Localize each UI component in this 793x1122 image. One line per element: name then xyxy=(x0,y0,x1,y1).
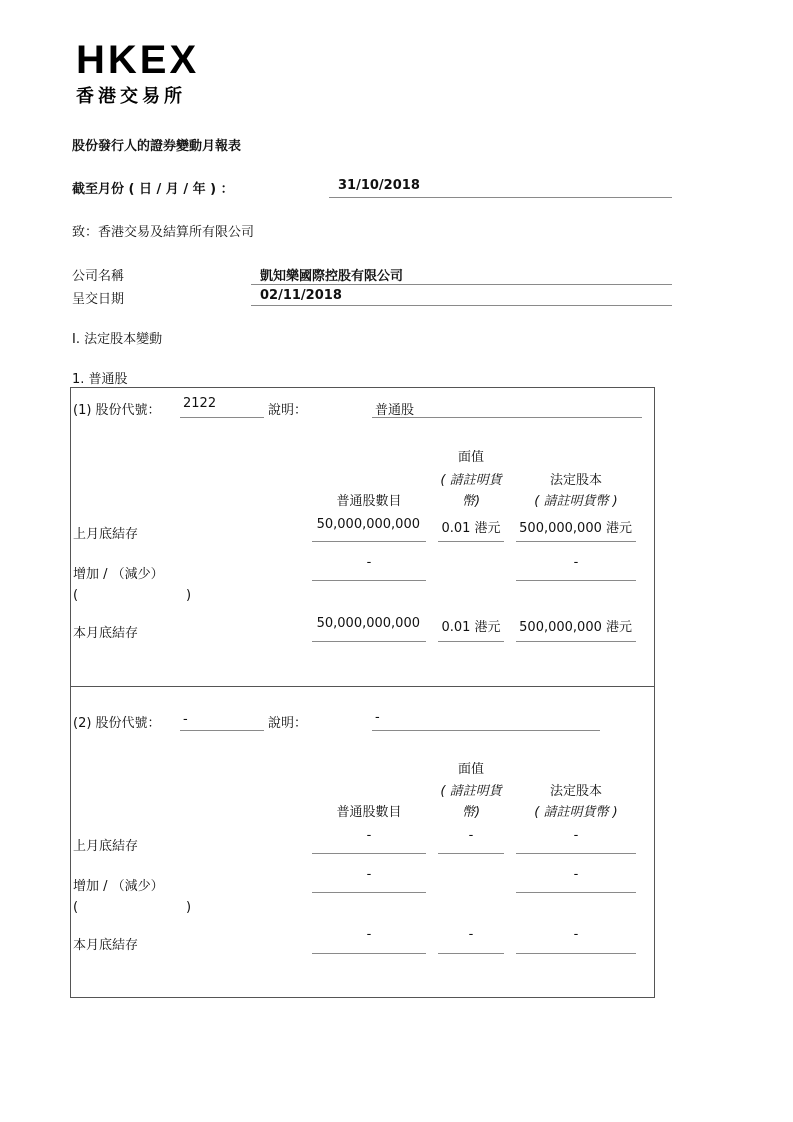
authorised-capital-header: 法定股本 xyxy=(549,473,602,488)
description-label: 說明： xyxy=(268,716,308,731)
form-title: 股份發行人的證券變動月報表 xyxy=(72,139,242,154)
underline xyxy=(312,641,426,642)
balance-prev-month-label: 上月底結存 xyxy=(73,527,139,542)
paren-open: ( xyxy=(73,588,79,603)
underline xyxy=(438,541,504,542)
balance-end-authorised-capital: 500,000,000 港元 xyxy=(519,620,632,635)
stock-code-underline xyxy=(180,730,264,731)
balance-end-par-value: - xyxy=(468,927,474,942)
period-value: 31/10/2018 xyxy=(338,178,420,193)
underline xyxy=(312,580,426,581)
submission-date-value: 02/11/2018 xyxy=(260,288,342,303)
underline xyxy=(516,541,636,542)
paren-open: ( xyxy=(73,900,79,915)
par-value-currency-note: ( 請註明貨 xyxy=(440,784,502,799)
hkex-logo: HKEX xyxy=(76,38,200,82)
balance-prev-authorised-capital: 500,000,000 港元 xyxy=(519,521,632,536)
company-name-underline xyxy=(251,284,672,285)
change-share-count: - xyxy=(366,867,372,882)
change-authorised-capital: - xyxy=(573,555,579,570)
description-underline xyxy=(372,730,600,731)
description-value: - xyxy=(375,710,380,725)
company-name-value: 凱知樂國際控股有限公司 xyxy=(260,269,404,284)
balance-end-month-label: 本月底結存 xyxy=(73,626,139,641)
underline xyxy=(516,953,636,954)
underline xyxy=(312,853,426,854)
period-label: 截至月份 ( 日 / 月 / 年 ) ： xyxy=(72,182,234,197)
hkex-logo-chinese: 香港交易所 xyxy=(76,86,186,107)
underline xyxy=(312,953,426,954)
underline xyxy=(438,953,504,954)
balance-end-month-label: 本月底結存 xyxy=(73,938,139,953)
increase-decrease-label: 增加 / （減少） xyxy=(73,879,164,894)
table-divider xyxy=(70,686,655,687)
par-value-currency-note: ( 請註明貨 xyxy=(440,473,502,488)
underline xyxy=(516,892,636,893)
authorised-capital-currency-note: ( 請註明貨幣 ) xyxy=(534,805,618,820)
balance-end-par-value: 0.01 港元 xyxy=(441,620,501,635)
par-value-currency-note-cont: 幣) xyxy=(461,805,481,820)
increase-decrease-label: 增加 / （減少） xyxy=(73,567,164,582)
balance-end-authorised-capital: - xyxy=(573,927,579,942)
underline xyxy=(438,853,504,854)
underline xyxy=(312,892,426,893)
company-name-label: 公司名稱 xyxy=(72,269,125,284)
section-title: I. 法定股本變動 xyxy=(72,332,163,347)
addressee: 致：香港交易及結算所有限公司 xyxy=(72,225,255,240)
underline xyxy=(312,541,426,542)
submission-date-label: 呈交日期 xyxy=(72,292,125,307)
stock-code-label: (2) 股份代號： xyxy=(73,716,161,731)
description-underline xyxy=(372,417,642,418)
balance-end-share-count: 50,000,000,000 xyxy=(316,616,420,631)
submission-date-underline xyxy=(251,305,672,306)
description-value: 普通股 xyxy=(375,403,415,418)
authorised-capital-header: 法定股本 xyxy=(549,784,602,799)
balance-prev-authorised-capital: - xyxy=(573,828,579,843)
description-label: 說明： xyxy=(268,403,308,418)
change-share-count: - xyxy=(366,555,372,570)
underline xyxy=(516,853,636,854)
underline xyxy=(438,641,504,642)
balance-prev-par-value: 0.01 港元 xyxy=(441,521,501,536)
balance-prev-month-label: 上月底結存 xyxy=(73,839,139,854)
share-count-header: 普通股數目 xyxy=(336,494,402,509)
paren-close: ) xyxy=(186,588,192,603)
balance-prev-share-count: 50,000,000,000 xyxy=(316,517,420,532)
underline xyxy=(516,641,636,642)
par-value-header: 面值 xyxy=(457,450,484,465)
authorised-capital-currency-note: ( 請註明貨幣 ) xyxy=(534,494,618,509)
par-value-currency-note-cont: 幣) xyxy=(461,494,481,509)
balance-prev-par-value: - xyxy=(468,828,474,843)
period-underline xyxy=(329,197,672,198)
change-authorised-capital: - xyxy=(573,867,579,882)
par-value-header: 面值 xyxy=(457,762,484,777)
balance-end-share-count: - xyxy=(366,927,372,942)
paren-close: ) xyxy=(186,900,192,915)
stock-code-label: (1) 股份代號： xyxy=(73,403,161,418)
stock-code-underline xyxy=(180,417,264,418)
stock-code-value: - xyxy=(183,712,188,727)
underline xyxy=(516,580,636,581)
stock-code-value: 2122 xyxy=(183,396,217,411)
subsection-title: 1. 普通股 xyxy=(72,372,128,387)
balance-prev-share-count: - xyxy=(366,828,372,843)
share-count-header: 普通股數目 xyxy=(336,805,402,820)
